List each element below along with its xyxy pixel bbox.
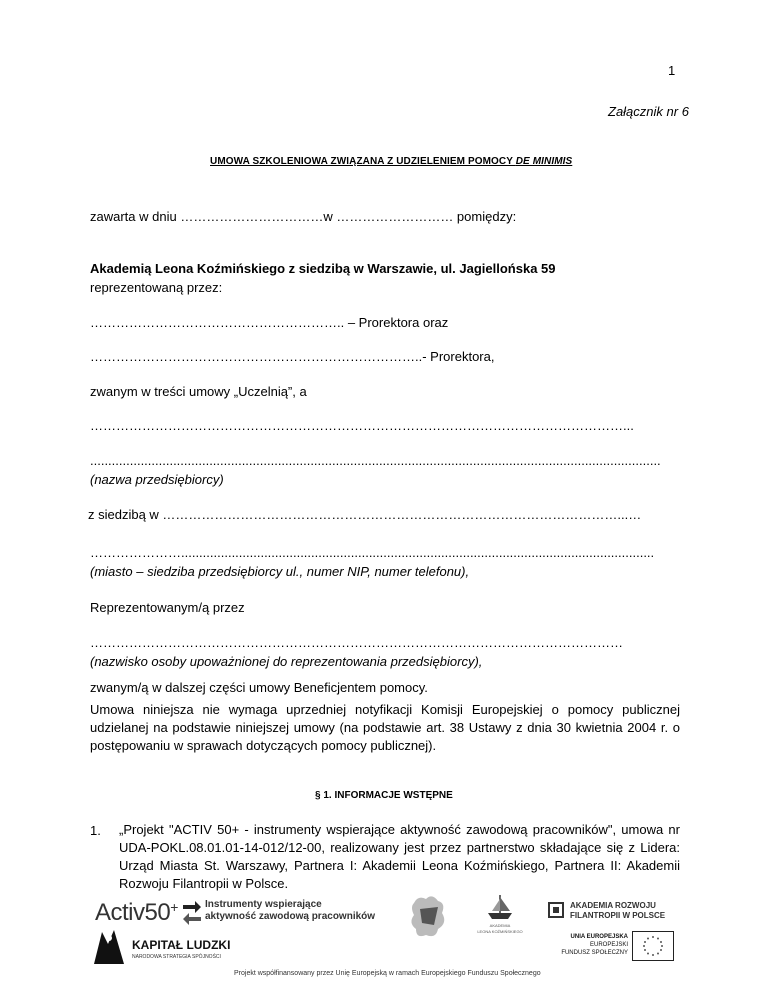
company-dots1: ……………………………………………………………………………………………………………... [90, 418, 634, 433]
company-name-hint: (nazwa przedsiębiorcy) [90, 472, 224, 487]
kapital-ludzki-name: KAPITAŁ LUDZKI [132, 938, 231, 952]
company-rep-hint: (nazwisko osoby upoważnionej do reprezentowania przedsiębiorcy), [90, 654, 483, 669]
eu-caption-3: FUNDUSZ SPOŁECZNY [561, 950, 628, 956]
arf-name [570, 901, 665, 921]
activ50-brand-text: Activ50 [95, 899, 171, 926]
activ50-plus: + [170, 899, 178, 915]
alk-caption-1: AKADEMIA [489, 923, 511, 928]
eu-caption-2: EUROPEJSKI [589, 942, 628, 948]
eu-flag-icon [632, 931, 674, 961]
kapital-ludzki-logo [92, 928, 262, 968]
eu-logo [556, 931, 676, 965]
notice-paragraph: Umowa niniejsza nie wymaga uprzedniej notyfikacji Komisji Europejskiej o pomocy publicznej udzielanej na podstawie niniejszej umowy (na podstawie art. 38 Ustawy z dnia 30 kwietnia 2004 r. o postępowaniu w sprawach dotyczących pomocy publicznej). [90, 702, 680, 753]
attachment-label: Załącznik nr 6 [608, 104, 689, 119]
activ50-logo [95, 895, 380, 931]
list-item-text: „Projekt "ACTIV 50+ - instrumenty wspierające aktywność zawodową pracowników", umowa nr UDA-POKL.08.01.01-14-012/12-00, realizowany jest przez partnerstwo składające się z Lidera: Urząd Miasta St. Warszawy, Partnera I: Akademii Leona Koźmińskiego, Partnera II: Akademii Rozwoju Filantropii w Polsce. [119, 822, 680, 891]
activ50-brand [95, 899, 178, 927]
kapital-ludzki-subtitle: NARODOWA STRATEGIA SPÓJNOŚCI [132, 954, 221, 960]
company-dots4: …………………………………………………………………………………………………………… [90, 635, 623, 650]
company-seat-hint: (miasto – siedziba przedsiębiorcy ul., numer NIP, numer telefonu), [90, 564, 470, 579]
section1-heading: § 1. INFORMACJE WSTĘPNE [315, 790, 453, 801]
activ50-tagline [205, 899, 375, 923]
intro-line: zawarta w dniu ……………………………w ……………………… pomiędzy: [90, 209, 517, 224]
document-title [210, 156, 572, 167]
company-represented: Reprezentowanym/ą przez [90, 600, 245, 615]
arf-name-2: FILANTROPII W POLSCE [570, 911, 666, 920]
ship-icon [484, 893, 516, 921]
arf-logo [548, 899, 678, 923]
eu-caption-1: UNIA EUROPEJSKA [570, 934, 628, 940]
arrows-icon [181, 899, 203, 925]
list-item-number: 1. [90, 823, 101, 838]
kapital-ludzki-emblem-icon [92, 928, 126, 966]
company-dots3: …………………................................................................................................................................... [90, 545, 655, 560]
academy-rep1: ………………………………………………….. – Prorektora oraz [90, 315, 449, 330]
company-seat: z siedzibą w ……………………………………………………………………………………………...… [88, 507, 642, 522]
document-title-main: UMOWA SZKOLENIOWA ZWIĄZANA Z UDZIELENIEM POMOCY [210, 156, 516, 167]
academy-name: Akademią Leona Koźmińskiego z siedzibą w Warszawie, ul. Jagiellońska 59 [90, 261, 556, 276]
cofinance-note: Projekt współfinansowany przez Unię Europejską w ramach Europejskiego Funduszu Społecznego [234, 970, 541, 977]
company-dots2: .............................................................................................................................................................. [90, 453, 661, 468]
academy-called: zwanym w treści umowy „Uczelnią”, a [90, 384, 307, 399]
activ50-tagline-2: aktywność zawodową pracowników [205, 911, 376, 922]
arf-name-1: AKADEMIA ROZWOJU [570, 901, 656, 910]
company-called: zwanym/ą w dalszej części umowy Beneficjentem pomocy. [90, 680, 428, 695]
alk-caption-2: LEONA KOŹMIŃSKIEGO [477, 929, 523, 934]
eu-caption [556, 933, 628, 957]
city-emblem-icon [408, 893, 450, 943]
arf-mark-icon [548, 902, 564, 918]
document-title-emph: DE MINIMIS [515, 156, 573, 167]
page-number: 1 [668, 63, 676, 78]
activ50-tagline-1: Instrumenty wspierające [205, 899, 322, 910]
alk-caption [470, 923, 530, 935]
academy-represented: reprezentowaną przez: [90, 280, 223, 295]
academy-rep2: …………………………………………………………………..- Prorektora, [90, 349, 495, 364]
alk-logo [470, 893, 530, 943]
cityscape-emblem [408, 893, 450, 943]
